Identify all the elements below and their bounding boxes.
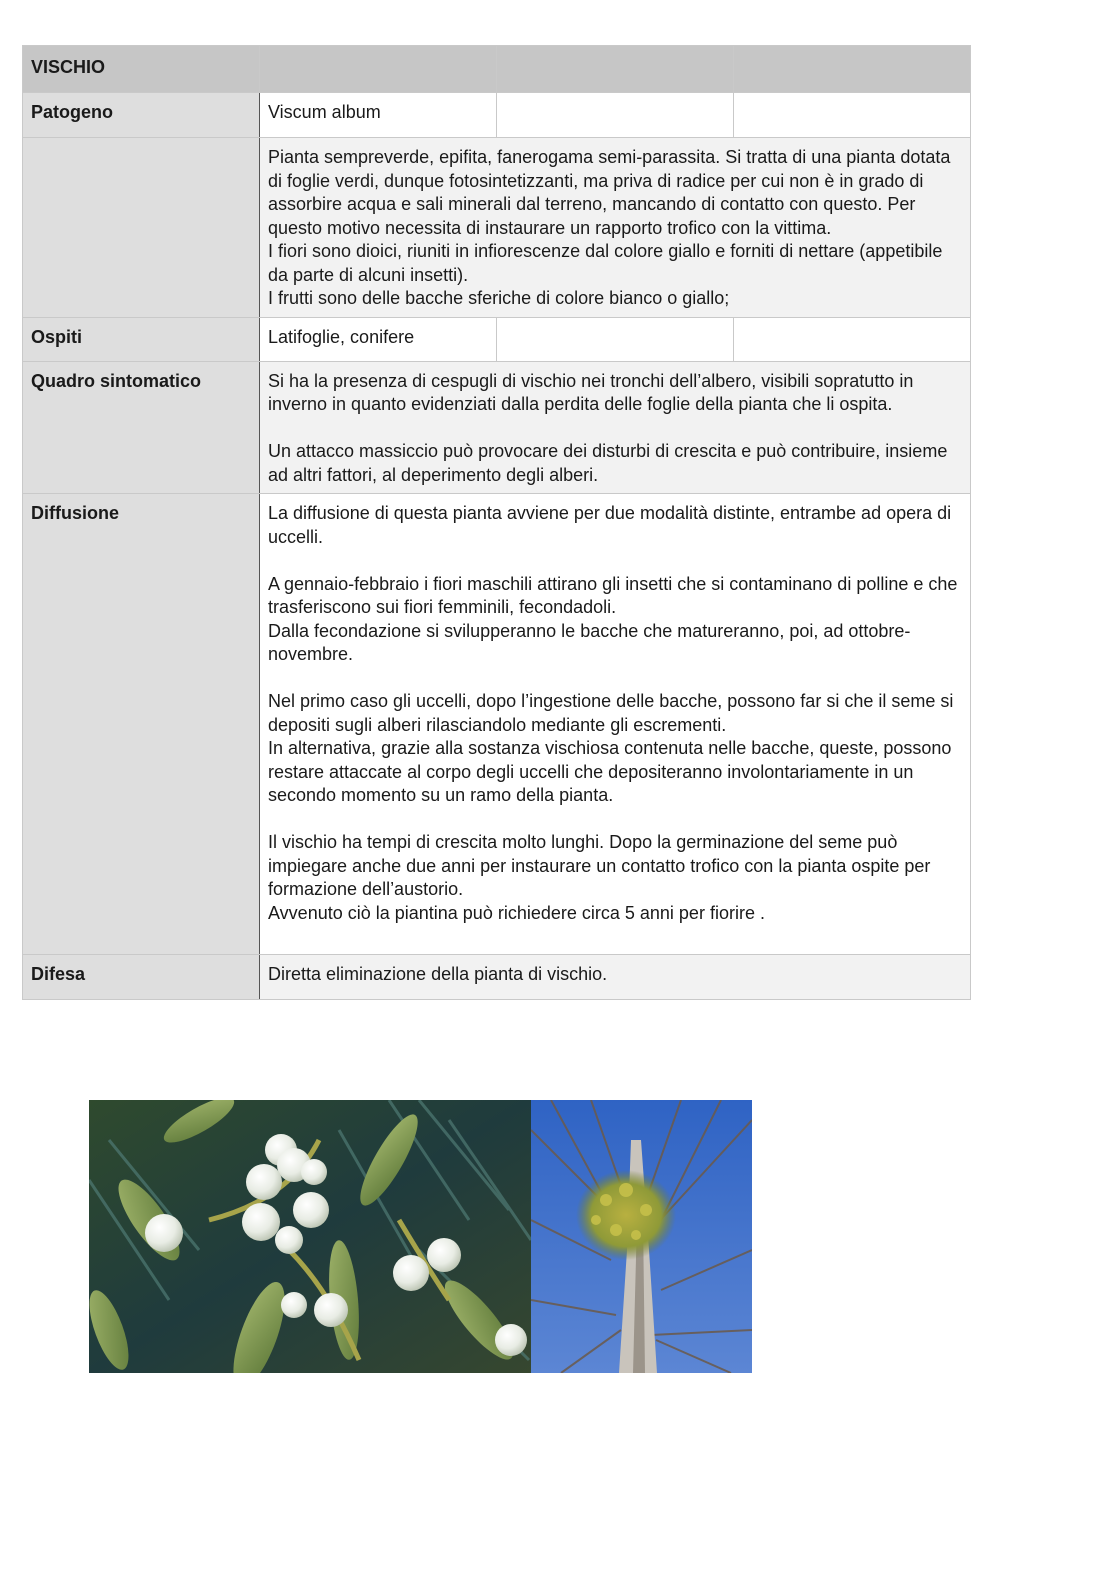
vischio-table bbox=[22, 45, 971, 1000]
table-header-row bbox=[23, 46, 971, 93]
diffusione-paragraph: La diffusione di questa pianta avviene per due modalità distinte, entrambe ad opera di uccelli. bbox=[268, 503, 952, 547]
empty-cell bbox=[734, 317, 971, 361]
descrizione-paragraph: I fiori sono dioici, riuniti in infiorescenze dal colore giallo e forniti di nettare (appetibile da parte di alcuni insetti). bbox=[268, 241, 943, 285]
label-difesa: Difesa bbox=[23, 955, 260, 1000]
row-difesa bbox=[23, 955, 971, 1000]
row-ospiti bbox=[23, 317, 971, 361]
value-difesa: Diretta eliminazione della pianta di vischio. bbox=[260, 955, 971, 1000]
value-quadro-sintomatico bbox=[260, 361, 971, 494]
label-ospiti: Ospiti bbox=[23, 317, 260, 361]
diffusione-paragraph: Nel primo caso gli uccelli, dopo l’ingestione delle bacche, possono far si che il seme si depositi sugli alberi rilasciandolo mediante gli escrementi. In alternativa, grazie alla sostanza vischiosa contenuta nelle bacche, queste, possono restare attaccate al corpo degli uccelli che depositeranno involontariamente in un secondo momento su un ramo della pianta. bbox=[268, 691, 954, 805]
empty-cell bbox=[497, 317, 734, 361]
value-ospiti: Latifoglie, conifere bbox=[260, 317, 497, 361]
header-empty-cell bbox=[497, 46, 734, 93]
row-quadro-sintomatico bbox=[23, 361, 971, 494]
label-patogeno: Patogeno bbox=[23, 93, 260, 138]
row-diffusione bbox=[23, 494, 971, 955]
value-descrizione bbox=[260, 138, 971, 318]
value-diffusione bbox=[260, 494, 971, 955]
photo-strip bbox=[89, 1100, 752, 1373]
header-empty-cell bbox=[260, 46, 497, 93]
label-diffusione: Diffusione bbox=[23, 494, 260, 955]
quadro-paragraph: Si ha la presenza di cespugli di vischio nei tronchi dell’albero, visibili sopratutto in inverno in quanto evidenziati dalla perdita delle foglie della pianta che li ospita. bbox=[268, 370, 914, 414]
descrizione-paragraph: Pianta sempreverde, epifita, fanerogama semi-parassita. Si tratta di una pianta dotata di foglie verdi, dunque fotosintetizzanti, ma priva di radice per cui non è in grado di assorbire acqua e sali minerali dal terreno, mancando di contatto con questo. Per questo motivo necessita di instaurare un rapporto trofico con la vittima. bbox=[268, 147, 951, 238]
mistletoe-berries-photo bbox=[89, 1100, 531, 1373]
table-title: VISCHIO bbox=[23, 46, 260, 93]
mistletoe-in-tree-photo bbox=[531, 1100, 752, 1373]
row-patogeno bbox=[23, 93, 971, 138]
empty-cell bbox=[734, 93, 971, 138]
descrizione-paragraph: I frutti sono delle bacche sferiche di colore bianco o giallo; bbox=[268, 288, 730, 308]
diffusione-paragraph: Il vischio ha tempi di crescita molto lunghi. Dopo la germinazione del seme può impiegare anche due anni per instaurare un contatto trofico con la pianta ospite per formazione dell’austorio. Avvenuto ciò la piantina può richiedere circa 5 anni per fiorire . bbox=[268, 832, 931, 923]
empty-cell bbox=[497, 93, 734, 138]
row-descrizione bbox=[23, 138, 971, 318]
label-quadro-sintomatico: Quadro sintomatico bbox=[23, 361, 260, 494]
quadro-paragraph: Un attacco massiccio può provocare dei disturbi di crescita e può contribuire, insieme ad altri fattori, al deperimento degli alberi. bbox=[268, 441, 948, 485]
label-descrizione bbox=[23, 138, 260, 318]
value-patogeno: Viscum album bbox=[260, 93, 497, 138]
diffusione-paragraph: A gennaio-febbraio i fiori maschili attirano gli insetti che si contaminano di polline e che trasferiscono sui fiori femminili, fecondadoli. Dalla fecondazione si svilupperanno le bacche che matureranno, poi, ad ottobre-novembre. bbox=[268, 573, 958, 664]
header-empty-cell bbox=[734, 46, 971, 93]
